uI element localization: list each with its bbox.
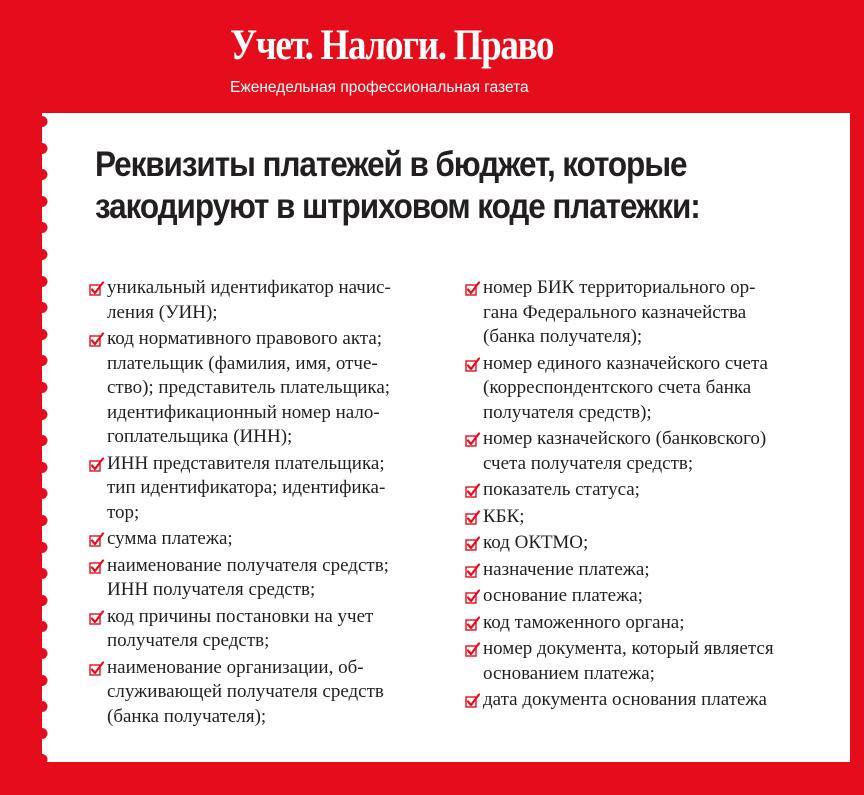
binder-hole: [37, 382, 48, 393]
list-item-line: (банка получателя);: [483, 326, 643, 347]
binder-hole: [37, 196, 48, 207]
binder-hole: [37, 222, 48, 233]
binder-hole: [37, 675, 48, 686]
checkmark-in-box-icon: [89, 610, 105, 626]
list-item-line: назначение платежа;: [483, 558, 650, 580]
list-item: [465, 688, 850, 713]
list-item: [89, 605, 479, 654]
list-item-line: наименование получателя средств;: [107, 554, 389, 576]
checkmark-in-box-icon: [465, 536, 481, 552]
list-item: [465, 505, 850, 530]
binder-hole: [37, 701, 48, 712]
checkmark-in-box-icon: [89, 532, 105, 548]
binder-hole: [37, 409, 48, 420]
binder-hole: [37, 302, 48, 313]
list-item-line: счета получателя средств;: [483, 452, 694, 474]
list-item-line: номер единого казначейского счета: [483, 352, 768, 374]
list-item-line: номер казначейского (банковского): [483, 428, 767, 449]
binder-hole: [37, 435, 48, 446]
list-item-line: основанием платежа;: [483, 662, 655, 684]
list-item-line: наименование организации, об-: [107, 656, 364, 678]
list-item: [89, 327, 479, 450]
checkmark-in-box-icon: [465, 510, 481, 526]
list-item-line: код таможенного органа;: [483, 611, 685, 633]
list-item-line: номер документа, который является: [483, 638, 774, 659]
list-item-line: получателя средств;: [107, 630, 270, 651]
checkmark-in-box-icon: [465, 281, 481, 297]
headline: [95, 144, 795, 228]
list-item-line: сумма платежа;: [107, 528, 233, 549]
checkmark-in-box-icon: [465, 483, 481, 499]
binder-hole: [37, 169, 48, 180]
list-item: [89, 656, 479, 730]
list-item-line: ство); представитель плательщика;: [107, 377, 391, 398]
binder-hole: [37, 249, 48, 260]
list-item-line: КБК;: [483, 505, 525, 527]
list-item: [89, 452, 479, 526]
binder-hole: [37, 621, 48, 632]
list-item: [465, 637, 850, 686]
brand-subtitle: Еженедельная профессиональная газета: [230, 79, 529, 96]
list-item-line: ИНН получателя средств;: [107, 579, 316, 600]
list-item-line: служивающей получателя средств: [107, 681, 384, 702]
list-item-line: (банка получателя);: [107, 705, 267, 727]
binder-hole: [37, 728, 48, 739]
header: [0, 0, 864, 112]
binder-hole: [37, 116, 48, 127]
notepad-card: [42, 113, 850, 762]
list-item: [89, 276, 479, 325]
list-item-line: код причины постановки на учет: [107, 605, 374, 627]
list-item-line: идентификационный номер нало-: [107, 401, 380, 423]
list-item: [89, 554, 479, 603]
binder-hole: [37, 143, 48, 154]
list-item-line: уникальный идентификатор начис-: [107, 277, 391, 298]
checkmark-in-box-icon: [89, 457, 105, 473]
list-item: [465, 558, 850, 583]
checkmark-in-box-icon: [89, 332, 105, 348]
list-item-line: ления (УИН);: [107, 301, 218, 323]
checkmark-in-box-icon: [465, 589, 481, 605]
checkmark-in-box-icon: [465, 693, 481, 709]
checkmark-in-box-icon: [465, 357, 481, 373]
list-item: [89, 527, 479, 552]
list-item-line: тип идентификатора; идентифика-: [107, 477, 386, 498]
right-column: [465, 276, 850, 715]
binder-hole: [37, 329, 48, 340]
left-column: [89, 276, 479, 731]
list-item: [465, 276, 850, 350]
list-item: [465, 584, 850, 609]
brand-title: Учет. Налоги. Право: [230, 22, 554, 69]
list-item-line: код нормативного правового акта;: [107, 328, 383, 349]
checkmark-in-box-icon: [465, 642, 481, 658]
binder-hole: [37, 595, 48, 606]
binder-hole: [37, 754, 48, 765]
list-item-line: тор;: [107, 501, 140, 523]
list-item: [465, 611, 850, 636]
checkmark-in-box-icon: [89, 559, 105, 575]
checkmark-in-box-icon: [465, 616, 481, 632]
checkmark-in-box-icon: [89, 281, 105, 297]
list-item-line: плательщик (фамилия, имя, отче-: [107, 352, 378, 374]
binder-hole: [37, 462, 48, 473]
list-item-line: гоплательщика (ИНН);: [107, 426, 293, 447]
list-item-line: ИНН представителя плательщика;: [107, 452, 385, 474]
list-item-line: код ОКТМО;: [483, 532, 589, 553]
list-item-line: показатель статуса;: [483, 479, 640, 500]
list-item-line: (корреспондентского счета банка: [483, 377, 752, 398]
list-item: [465, 478, 850, 503]
list-item-line: гана Федерального казначейства: [483, 301, 747, 323]
binder-hole: [37, 515, 48, 526]
binder-hole: [37, 648, 48, 659]
binder-hole: [37, 276, 48, 287]
binder-hole: [37, 488, 48, 499]
binder-hole: [37, 542, 48, 553]
checkmark-in-box-icon: [465, 432, 481, 448]
list-item: [465, 427, 850, 476]
headline-text: Реквизиты платежей в бюджет, которые закодируют в штриховом коде платежки:: [95, 145, 700, 226]
binder-holes: [32, 116, 52, 761]
list-item: [465, 531, 850, 556]
list-item-line: номер БИК территориального ор-: [483, 277, 756, 298]
binder-hole: [37, 568, 48, 579]
list-item-line: дата документа основания платежа: [483, 689, 767, 710]
list-item-line: получателя средств);: [483, 401, 652, 423]
checkmark-in-box-icon: [465, 563, 481, 579]
binder-hole: [37, 355, 48, 366]
checkmark-in-box-icon: [89, 661, 105, 677]
list-item-line: основание платежа;: [483, 585, 643, 606]
list-item: [465, 352, 850, 426]
